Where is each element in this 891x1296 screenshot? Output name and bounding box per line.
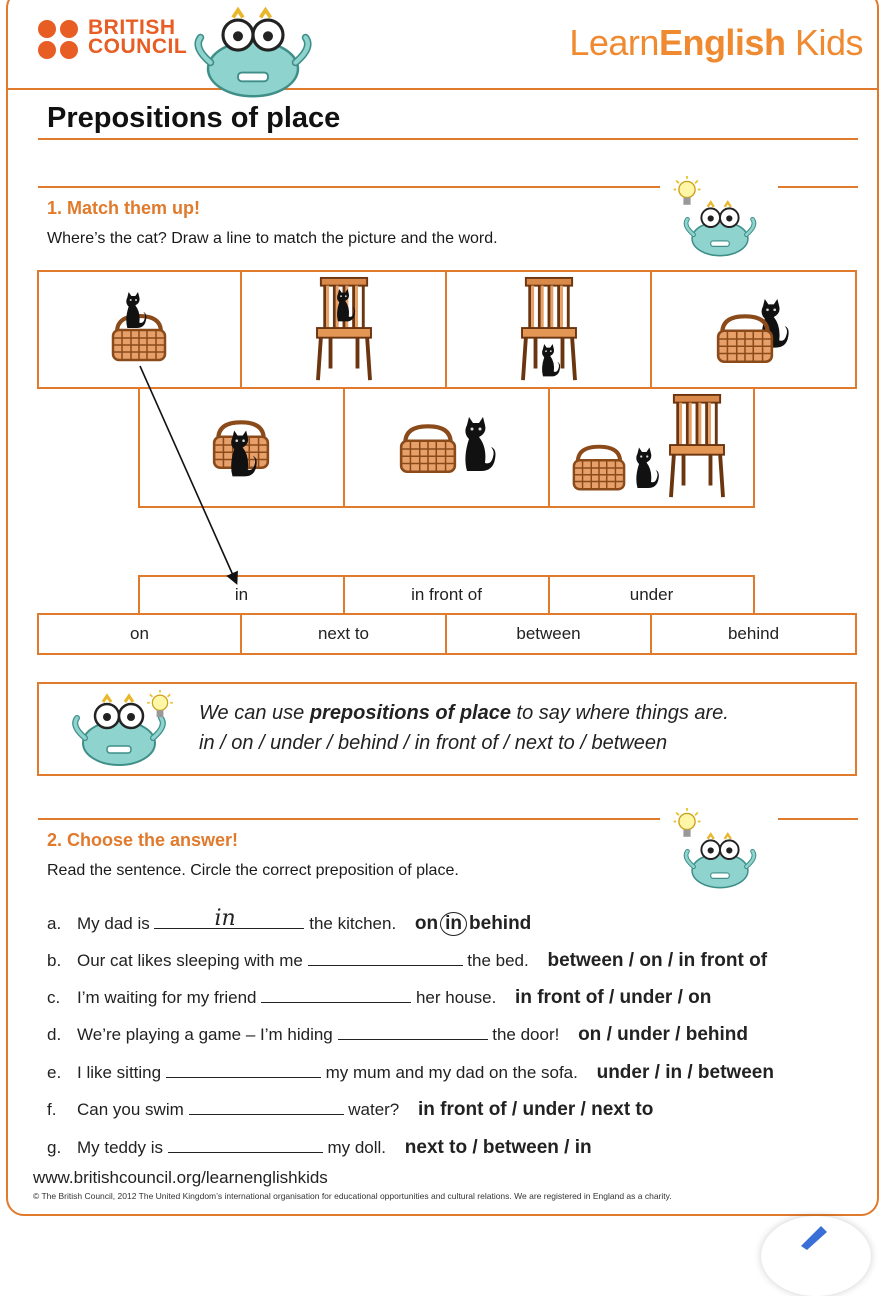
word-between[interactable]: between [445,613,652,655]
question-f: f. Can you swim water? in front of / under / next to [47,1099,654,1120]
question-g: g. My teddy is my doll. next to / between / in [47,1137,592,1158]
word-in-front-of[interactable]: in front of [343,575,550,615]
corner-edit-badge[interactable] [761,1216,871,1296]
answer-blank[interactable] [189,1100,344,1115]
answer-blank[interactable] [166,1063,321,1078]
answer-blank[interactable] [154,906,304,931]
monster-mascot-small-icon-2 [680,828,760,890]
word-behind[interactable]: behind [650,613,857,655]
section2-title: 2. Choose the answer! [47,830,239,850]
answer-options[interactable]: under / in / between [596,1062,774,1083]
section2-rule [38,818,660,820]
answer-blank[interactable] [261,988,411,1003]
section1-instruction: Where’s the cat? Draw a line to match the picture and the word. [47,230,498,247]
answer-blank[interactable] [308,951,463,966]
word-in[interactable]: in [138,575,345,615]
word-next-to[interactable]: next to [240,613,447,655]
answer-blank[interactable] [168,1138,323,1153]
footer-url[interactable]: www.britishcouncil.org/learnenglishkids [33,1168,328,1187]
tip-text-line2: in / on / under / behind / in front of / next to / between [199,732,668,754]
answer-options[interactable]: between / on / in front of [547,950,768,971]
tip-text-line1: We can use prepositions of place to say where things are. [199,702,729,724]
question-b: b. Our cat likes sleeping with me the bed. between / on / in front of [47,950,768,971]
learnenglish-kids-logo: LearnEnglish Kids [569,22,863,63]
section2-rule-right [778,818,858,820]
word-under[interactable]: under [548,575,755,615]
footer-copyright: © The British Council, 2012 The United Kingdom’s international organisation for educational opportunities and cultural relations. We are registered in England as a charity. [33,1191,672,1201]
answer-blank[interactable] [338,1025,488,1040]
question-e: e. I like sitting my mum and my dad on the sofa. under / in / between [47,1062,774,1083]
handwritten-answer: in [214,906,236,931]
question-c: c. I’m waiting for my friend her house. in front of / under / on [47,987,712,1008]
answer-options[interactable]: next to / between / in [404,1137,592,1158]
circled-option[interactable]: in [440,912,467,936]
word-on[interactable]: on [37,613,242,655]
lamp-icon [147,690,173,724]
logo-text-line1: BRITISH [88,16,176,39]
answer-options[interactable]: in front of / under / next to [418,1099,654,1120]
pencil-icon [795,1220,831,1250]
answer-options[interactable]: in front of / under / on [515,987,712,1008]
section1-title: 1. Match them up! [47,198,201,218]
logo-text-line2: COUNCIL [88,35,188,58]
answer-options[interactable]: on / under / behind [578,1024,749,1045]
section2-instruction: Read the sentence. Circle the correct preposition of place. [47,862,459,879]
question-d: d. We’re playing a game – I’m hiding the door! on / under / behind [47,1024,749,1045]
tip-box [37,682,857,776]
question-a: a. My dad is in the kitchen. on in behind [47,906,532,934]
answer-options: on in behind [414,913,532,934]
page-title: Prepositions of place [47,102,341,134]
